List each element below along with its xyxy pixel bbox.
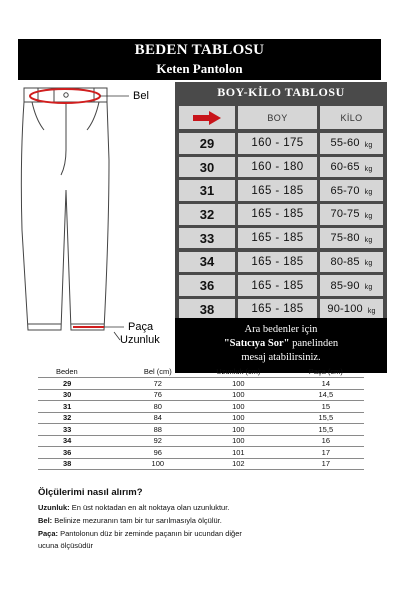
- boy-kilo-boy: 165 - 185: [238, 228, 317, 249]
- note-line-1: Ara bedenler için: [244, 324, 318, 335]
- info-uzunluk-term: Uzunluk:: [38, 503, 70, 512]
- boy-kilo-size: 29: [179, 133, 235, 154]
- cell-beden: 34: [38, 435, 127, 447]
- table-row: [38, 447, 364, 459]
- cell-uzunluk: 101: [189, 447, 288, 459]
- cell-uzunluk: 100: [189, 412, 288, 424]
- cell-bel: 88: [127, 424, 189, 436]
- cell-bel: 96: [127, 447, 189, 459]
- page-title: BEDEN TABLOSU: [134, 42, 265, 58]
- boy-kilo-size: 34: [179, 252, 235, 273]
- boy-kilo-kilo: [320, 252, 383, 273]
- boy-kilo-size: 36: [179, 275, 235, 296]
- page-subtitle: Keten Pantolon: [156, 61, 243, 76]
- measurement-table: [38, 366, 364, 470]
- kilo-unit: kg: [364, 260, 373, 268]
- cell-bel: 72: [127, 378, 189, 390]
- note-quote: "Satıcıya Sor": [223, 338, 290, 349]
- table-row: [38, 412, 364, 424]
- info-paca: [38, 529, 242, 538]
- boy-kilo-kilo: [320, 299, 383, 320]
- boy-kilo-kilo: [320, 133, 383, 154]
- boy-kilo-kilo: [320, 157, 383, 178]
- table-row: [38, 389, 364, 401]
- info-paca-text: Pantolonun düz bir zeminde paçanın bir ucundan diğer: [58, 529, 242, 538]
- cell-paca: 17: [288, 447, 364, 459]
- header-bel: Bel (cm): [143, 367, 172, 376]
- cell-beden: 31: [38, 401, 127, 413]
- boy-kilo-boy: 160 - 180: [238, 157, 317, 178]
- boy-kilo-boy: 165 - 185: [238, 252, 317, 273]
- kilo-value: 60-65: [330, 161, 360, 174]
- boy-kilo-boy: 165 - 185: [238, 275, 317, 296]
- info-uzunluk-text: En üst noktadan en alt noktaya olan uzunluktur.: [69, 503, 230, 512]
- info-bel-term: Bel:: [38, 516, 53, 525]
- cell-paca: 15,5: [288, 424, 364, 436]
- cell-paca: 14,5: [288, 389, 364, 401]
- boy-kilo-boy: 165 - 185: [238, 180, 317, 201]
- cell-bel: 100: [127, 458, 189, 470]
- cell-beden: 30: [38, 389, 127, 401]
- info-bel: [38, 516, 222, 525]
- header-uzunluk: Uzunluk (cm): [216, 367, 261, 376]
- cell-uzunluk: 100: [189, 424, 288, 436]
- cell-beden: 36: [38, 447, 127, 459]
- table-row: [38, 435, 364, 447]
- note-line-2: [175, 338, 387, 349]
- header-banner: [18, 39, 381, 80]
- note-line-3: mesaj atabilirsiniz.: [241, 352, 321, 363]
- info-bel-text: Belinize mezuranın tam bir tur sarılmasıyla ölçülür.: [52, 516, 222, 525]
- boy-kilo-boy: 160 - 175: [238, 133, 317, 154]
- cell-bel: 92: [127, 435, 189, 447]
- cell-uzunluk: 100: [189, 401, 288, 413]
- label-bel: Bel: [133, 90, 149, 102]
- header-beden: Beden: [56, 367, 78, 376]
- header-paca: Paça (cm): [308, 367, 343, 376]
- kilo-value: 75-80: [330, 232, 360, 245]
- label-paca: Paça: [128, 321, 154, 333]
- cell-paca: 16: [288, 435, 364, 447]
- info-heading: Ölçülerimi nasıl alırım?: [38, 487, 143, 498]
- cell-uzunluk: 100: [189, 389, 288, 401]
- measurement-header-row: [38, 366, 364, 378]
- boy-kilo-boy: 165 - 185: [238, 299, 317, 320]
- table-row: [38, 378, 364, 390]
- boy-kilo-kilo: [320, 275, 383, 296]
- boy-kilo-size: 30: [179, 157, 235, 178]
- column-header-boy: BOY: [238, 106, 317, 129]
- red-arrow-icon: [192, 111, 222, 125]
- kilo-unit: kg: [367, 307, 376, 315]
- kilo-value: 85-90: [330, 279, 360, 292]
- kilo-unit: kg: [364, 284, 373, 292]
- cell-bel: 84: [127, 412, 189, 424]
- boy-kilo-size: 33: [179, 228, 235, 249]
- kilo-value: 65-70: [330, 184, 360, 197]
- cell-beden: 38: [38, 458, 127, 470]
- cell-uzunluk: 102: [189, 458, 288, 470]
- cell-beden: 33: [38, 424, 127, 436]
- size-note: [175, 318, 387, 373]
- boy-kilo-boy: 165 - 185: [238, 204, 317, 225]
- cell-paca: 14: [288, 378, 364, 390]
- column-header-kilo: KİLO: [320, 106, 383, 129]
- boy-kilo-kilo: [320, 204, 383, 225]
- kilo-value: 80-85: [330, 255, 360, 268]
- info-paca-continued: ucuna ölçüsüdür: [38, 541, 94, 550]
- boy-kilo-size: 38: [179, 299, 235, 320]
- kilo-unit: kg: [364, 212, 373, 220]
- cell-uzunluk: 100: [189, 378, 288, 390]
- cell-paca: 17: [288, 458, 364, 470]
- kilo-unit: kg: [364, 236, 373, 244]
- cell-bel: 80: [127, 401, 189, 413]
- cell-uzunluk: 100: [189, 435, 288, 447]
- cell-paca: 15: [288, 401, 364, 413]
- boy-kilo-size: 31: [179, 180, 235, 201]
- boy-kilo-kilo: [320, 180, 383, 201]
- kilo-value: 55-60: [330, 137, 360, 150]
- info-paca-term: Paça:: [38, 529, 59, 538]
- kilo-unit: kg: [364, 189, 373, 197]
- table-row: [38, 424, 364, 436]
- pants-illustration: [14, 80, 174, 355]
- cell-bel: 76: [127, 389, 189, 401]
- cell-paca: 15,5: [288, 412, 364, 424]
- info-uzunluk: [38, 503, 229, 512]
- kilo-unit: kg: [364, 141, 373, 149]
- label-uzunluk: Uzunluk: [120, 334, 160, 346]
- measurement-rows: [38, 378, 364, 470]
- kilo-value: 90-100: [327, 303, 363, 316]
- cell-beden: 29: [38, 378, 127, 390]
- boy-kilo-title: BOY-KİLO TABLOSU: [217, 85, 345, 99]
- table-row: [38, 401, 364, 413]
- note-line-2-rest: panelinden: [289, 338, 339, 349]
- boy-kilo-size: 32: [179, 204, 235, 225]
- table-row: [38, 458, 364, 470]
- boy-kilo-kilo: [320, 228, 383, 249]
- arrow-icon-cell: [179, 106, 235, 129]
- cell-beden: 32: [38, 412, 127, 424]
- kilo-value: 70-75: [330, 208, 360, 221]
- kilo-unit: kg: [364, 165, 373, 173]
